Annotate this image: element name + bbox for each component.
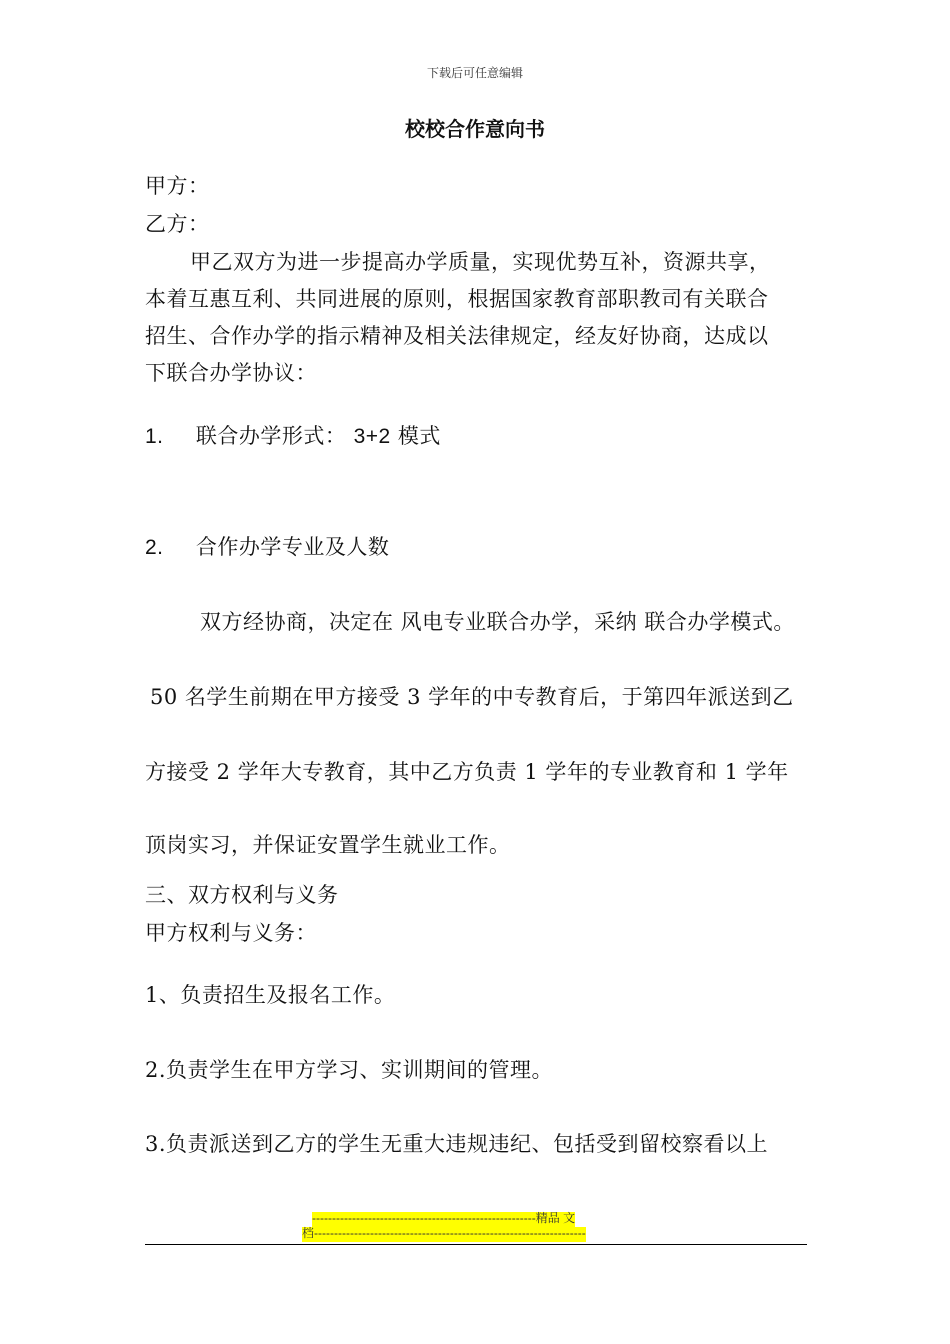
header-note: 下载后可任意编辑: [426, 66, 523, 80]
section-2-body-line-4: 顶岗实习，并保证安置学生就业工作。: [145, 833, 511, 857]
intro-line-4: 下联合办学协议：: [145, 361, 317, 385]
footer-dashes-1: --------------------------------------------------------: [312, 1211, 536, 1225]
section-1-heading: [145, 426, 441, 447]
party-a-label: 甲方：: [145, 174, 210, 198]
section-1-value: 3+2: [353, 425, 391, 448]
section-2-label: 合作办学专业及人数: [195, 535, 390, 559]
footer-dashes-2: --------------------------------------------------------------------: [314, 1226, 586, 1240]
footer-rule: [145, 1244, 807, 1245]
section-2-body-line-3: 方接受 2 学年大专教育，其中乙方负责 1 学年的专业教育和 1 学年: [145, 760, 789, 784]
section-3-title: 三、双方权利与义务: [145, 883, 339, 907]
section-1-label: 联合办学形式：: [195, 424, 347, 448]
intro-line-3: 招生、合作办学的指示精神及相关法律规定，经友好协商，达成以: [145, 324, 769, 348]
party-b-label: 乙方：: [145, 212, 210, 236]
duty-item-2: 2.负责学生在甲方学习、实训期间的管理。: [145, 1058, 554, 1082]
section-2-heading: [145, 537, 389, 558]
footer-text-1: 精品 文: [535, 1211, 576, 1225]
footer-watermark-line-1: [312, 1212, 575, 1227]
section-2-body-line-2: 50 名学生前期在甲方接受 3 学年的中专教育后，于第四年派送到乙: [150, 685, 794, 709]
section-2-number: 2.: [145, 536, 164, 559]
intro-line-2: 本着互惠互利、共同进展的原则，根据国家教育部职教司有关联合: [145, 287, 769, 311]
document-title: 校校合作意向书: [405, 117, 545, 141]
duty-item-1: 1、负责招生及报名工作。: [145, 983, 396, 1007]
section-1-suffix: 模式: [397, 424, 441, 448]
party-a-duties-title: 甲方权利与义务：: [145, 921, 317, 945]
duty-item-3: 3.负责派送到乙方的学生无重大违规违纪、包括受到留校察看以上: [145, 1132, 769, 1156]
footer-watermark-line-2: [302, 1227, 586, 1242]
section-2-body-line-1: 双方经协商，决定在 风电专业联合办学，采纳 联合办学模式。: [200, 610, 795, 634]
intro-line-1: 甲乙双方为进一步提高办学质量，实现优势互补，资源共享，: [190, 250, 771, 274]
footer-text-2: 档: [302, 1226, 315, 1240]
section-1-number: 1.: [145, 425, 164, 448]
